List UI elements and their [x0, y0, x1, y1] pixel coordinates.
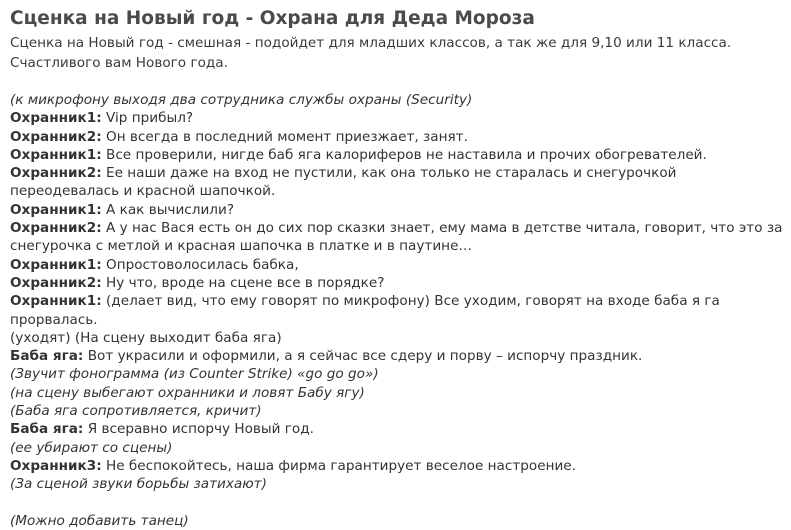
- blank-line: [10, 494, 783, 512]
- speaker-name: Охранник3:: [10, 457, 102, 474]
- line-text: Я всеравно испорчу Новый год.: [87, 421, 314, 438]
- line-text: (уходят) (На сцену выходит баба яга): [10, 329, 282, 346]
- dialogue-line: [10, 457, 783, 475]
- line-text: (к микрофону выходя два сотрудника службы охраны (Security): [10, 92, 473, 108]
- dialogue-line: [10, 128, 783, 146]
- line-text: (делает вид, что ему говорят по микрофону) Все уходим, говорят на входе баба я га прорвалась.: [10, 293, 720, 328]
- speaker-name: Охранник2:: [10, 165, 102, 182]
- stage-direction: [10, 365, 783, 383]
- stage-direction: [10, 475, 783, 493]
- stage-direction: [10, 439, 783, 457]
- line-text: (Звучит фонограмма (из Counter Strike) «go go go»): [10, 366, 379, 383]
- speaker-name: Баба яга:: [10, 421, 84, 438]
- dialogue-line: [10, 146, 783, 164]
- dialogue-line: [10, 274, 783, 292]
- speaker-name: Охранник1:: [10, 110, 102, 127]
- line-text: Он всегда в последний момент приезжает, занят.: [106, 128, 468, 145]
- speaker-name: Баба яга:: [10, 348, 84, 365]
- dialogue-line: [10, 347, 783, 365]
- line-text: А у нас Вася есть он до сих пор сказки знает, ему мама в детстве читала, говорит, что это за снегурочка с метлой и красная шапочка в платке и в паутине…: [10, 220, 783, 255]
- dialogue-line: [10, 109, 783, 127]
- dialogue-line: [10, 420, 783, 438]
- speaker-name: Охранник1:: [10, 146, 102, 163]
- line-text: Вот украсили и оформили, а я сейчас все сдеру и порву – испорчу праздник.: [87, 348, 643, 365]
- speaker-name: Охранник2:: [10, 274, 102, 291]
- line-text: Ее наши даже на вход не пустили, как она только не старалась и снегурочкой переодевалась и красной шапочкой.: [10, 165, 677, 200]
- line-text: (За сценой звуки борьбы затихают): [10, 476, 267, 493]
- line-text: Ну что, вроде на сцене все в порядке?: [106, 274, 385, 291]
- line-text: Опростоволосилась бабка,: [106, 256, 299, 273]
- line-text: Vip прибыл?: [106, 110, 194, 127]
- article-intro: Сценка на Новый год - смешная - подойдет для младших классов, а так же для 9,10 или 11 класса. Счастливого вам Нового года.: [10, 35, 732, 71]
- line-text: Все проверили, нигде баб яга калориферов не наставила и прочих обогревателей.: [106, 146, 707, 163]
- speaker-name: Охранник1:: [10, 256, 102, 273]
- speaker-name: Охранник1:: [10, 201, 102, 218]
- speaker-name: Охранник2:: [10, 220, 102, 237]
- stage-direction: [10, 512, 783, 530]
- article-title: Сценка на Новый год - Охрана для Деда Мороза: [10, 8, 535, 29]
- dialogue-line: [10, 201, 783, 219]
- dialogue-line: [10, 256, 783, 274]
- line-text: (Баба яга сопротивляется, кричит): [10, 403, 262, 420]
- speaker-name: Охранник1:: [10, 293, 102, 310]
- stage-direction: [10, 384, 783, 402]
- dialogue-line: [10, 219, 783, 256]
- line-text: (ее убирают со сцены): [10, 439, 173, 456]
- line-text: (на сцену выбегают охранники и ловят Бабу ягу): [10, 384, 365, 401]
- line-text: (Можно добавить танец): [10, 512, 189, 529]
- stage-direction: [10, 402, 783, 420]
- speaker-name: Охранник2:: [10, 128, 102, 145]
- dialogue-line: [10, 292, 783, 329]
- line-text: А как вычислили?: [106, 201, 235, 218]
- script-body: [10, 91, 783, 530]
- stage-direction: [10, 91, 783, 109]
- dialogue-line: [10, 329, 783, 347]
- dialogue-line: [10, 164, 783, 201]
- line-text: Не беспокойтесь, наша фирма гарантирует веселое настроение.: [106, 457, 576, 474]
